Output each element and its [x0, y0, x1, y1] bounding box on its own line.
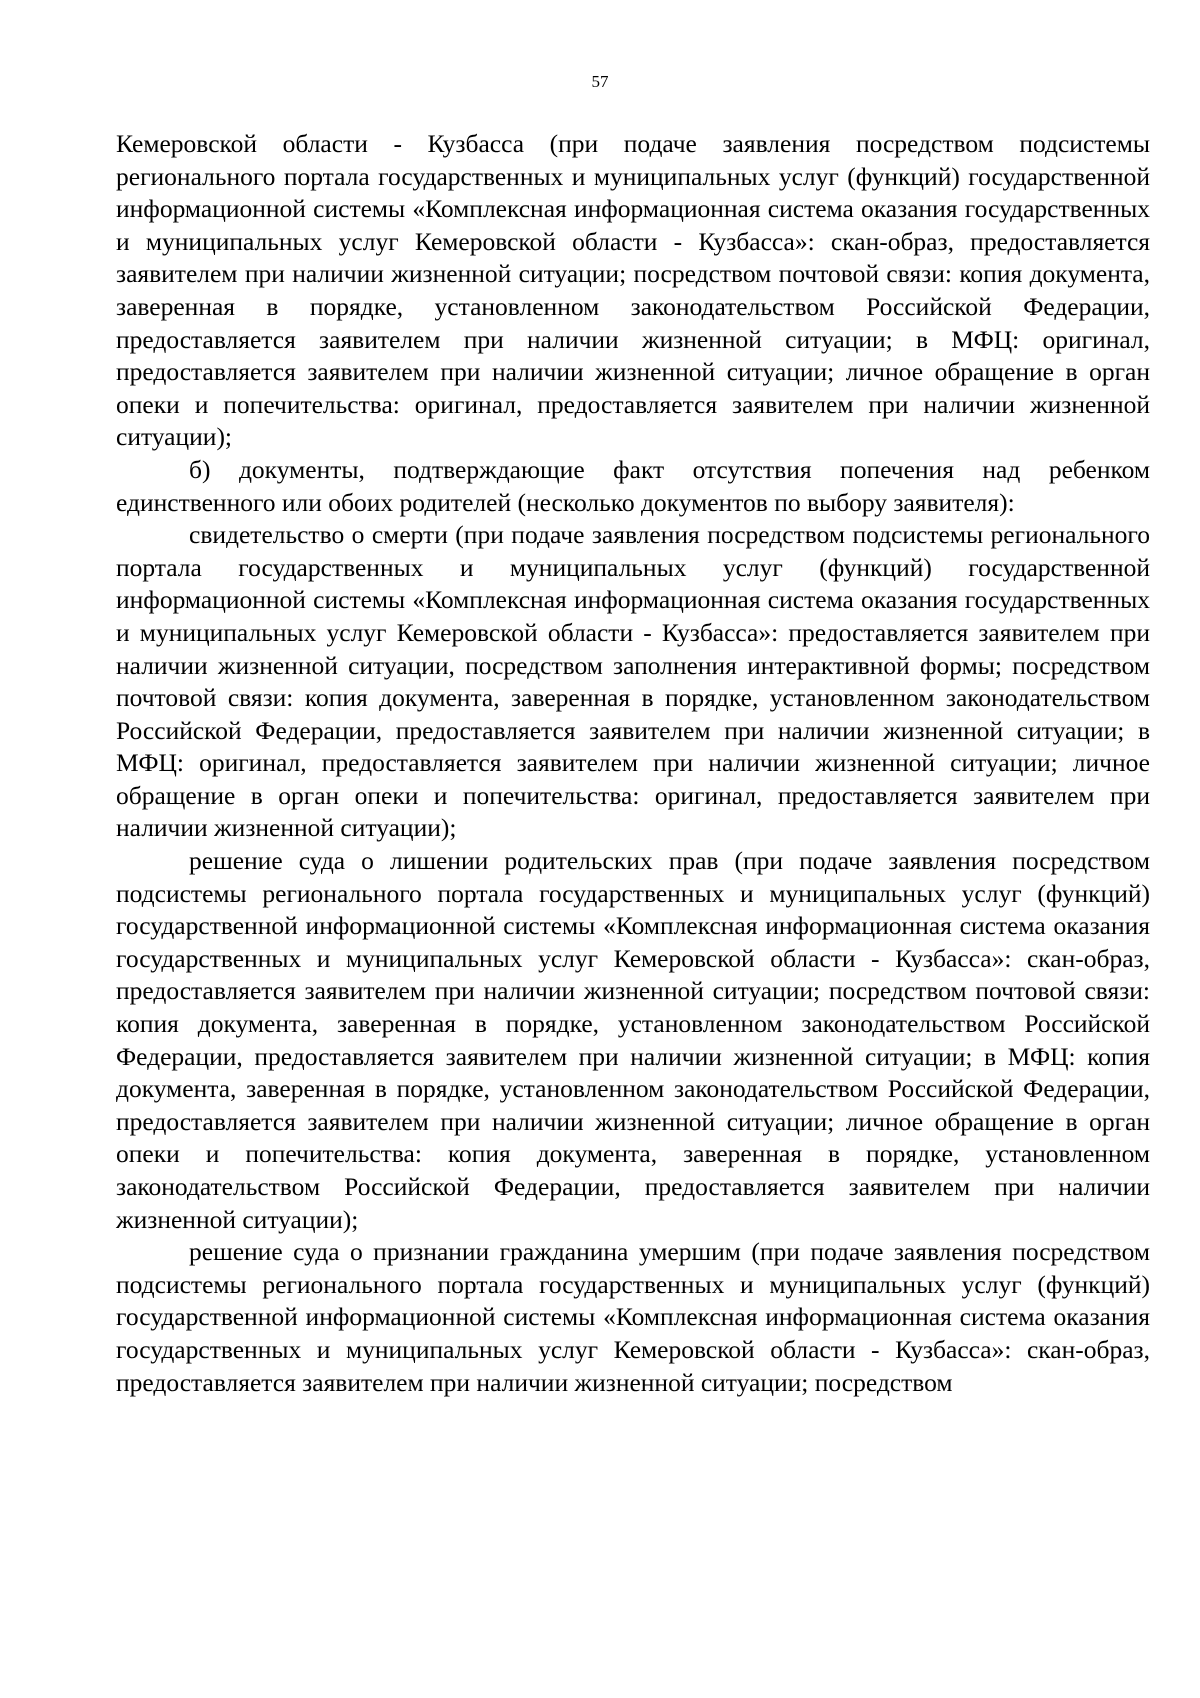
paragraph-kemerovo-continuation: Кемеровской области - Кузбасса (при подаче заявления посредством подсистемы регионального портала государственных и муниципальных услуг (функций) государственной информационной системы «Комплексная информационная система оказания государственных и муниципальных услуг Кемеровской области - Кузбасса»: скан-образ, предоставляется заявителем при наличии жизненной ситуации; посредством почтовой связи: копия документа, заверенная в порядке, установленном законодательством Российской Федерации, предоставляется заявителем при наличии жизненной ситуации; в МФЦ: оригинал, предоставляется заявителем при наличии жизненной ситуации; личное обращение в орган опеки и попечительства: оригинал, предоставляется заявителем при наличии жизненной ситуации); [116, 129, 1150, 452]
page-number: 57 [591, 72, 609, 91]
paragraph-death-certificate: свидетельство о смерти (при подаче заявления посредством подсистемы регионального портала государственных и муниципальных услуг (функций) государственной информационной системы «Комплексная информационная система оказания государственных и муниципальных услуг Кемеровской области - Кузбасса»: предоставляется заявителем при наличии жизненной ситуации, посредством заполнения интерактивной формы; посредством почтовой связи: копия документа, заверенная в порядке, установленном законодательством Российской Федерации, предоставляется заявителем при наличии жизненной ситуации; в МФЦ: оригинал, предоставляется заявителем при наличии жизненной ситуации; личное обращение в орган опеки и попечительства: оригинал, предоставляется заявителем при наличии жизненной ситуации); [116, 520, 1150, 843]
paragraph-deprivation-parental-rights: решение суда о лишении родительских прав (при подаче заявления посредством подсистемы регионального портала государственных и муниципальных услуг (функций) государственной информационной системы «Комплексная информационная система оказания государственных и муниципальных услуг Кемеровской области - Кузбасса»: скан-образ, предоставляется заявителем при наличии жизненной ситуации; посредством почтовой связи: копия документа, заверенная в порядке, установленном законодательством Российской Федерации, предоставляется заявителем при наличии жизненной ситуации; в МФЦ: копия документа, заверенная в порядке, установленном законодательством Российской Федерации, предоставляется заявителем при наличии жизненной ситуации; личное обращение в орган опеки и попечительства: копия документа, заверенная в порядке, установленном законодательством Российской Федерации, предоставляется заявителем при наличии жизненной ситуации); [116, 846, 1150, 1234]
paragraph-item-b-documents: б) документы, подтверждающие факт отсутствия попечения над ребенком единственного или обоих родителей (несколько документов по выбору заявителя): [116, 454, 1150, 517]
document-body [116, 128, 1150, 1399]
paragraph-declaration-deceased: решение суда о признании гражданина умершим (при подаче заявления посредством подсистемы регионального портала государственных и муниципальных услуг (функций) государственной информационной системы «Комплексная информационная система оказания государственных и муниципальных услуг Кемеровской области - Кузбасса»: скан-образ, предоставляется заявителем при наличии жизненной ситуации; посредством [116, 1237, 1150, 1397]
